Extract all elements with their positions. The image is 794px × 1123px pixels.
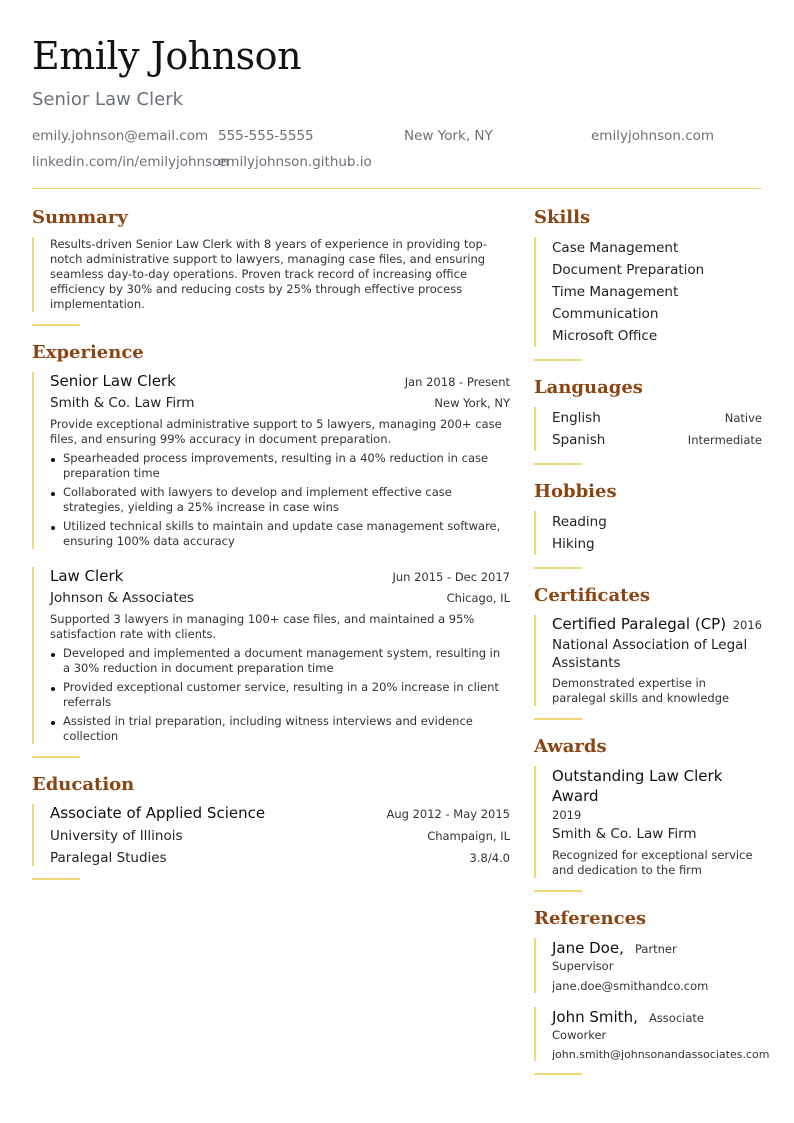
certificates-section (534, 581, 762, 720)
cert-issuer: National Association of Legal Assistants (552, 637, 748, 671)
certificate-entry (534, 615, 762, 706)
education-entry (32, 804, 510, 866)
contact-linkedin[interactable]: linkedin.com/in/emilyjohnson (32, 154, 230, 170)
skill-item: Document Preparation (552, 262, 705, 278)
cert-description: Demonstrated expertise in paralegal skills and knowledge (552, 676, 730, 705)
hobbies-section (534, 477, 762, 569)
awards-heading: Awards (534, 736, 607, 757)
ref-name-row (552, 938, 762, 957)
job-description: Provide exceptional administrative support to 5 lawyers, managing 200+ case files, and ensuring 99% accuracy in document preparation. (50, 417, 502, 446)
contact-email[interactable]: emily.johnson@email.com (32, 128, 209, 144)
awards-section (534, 732, 762, 892)
section-underline (32, 878, 80, 880)
job-header-row (50, 372, 510, 390)
summary-section (32, 203, 510, 326)
job-location: New York, NY (434, 396, 510, 410)
reference-entry (534, 938, 762, 993)
experience-entry (32, 372, 510, 549)
language-item (552, 429, 762, 451)
ref-email[interactable]: john.smith@johnsonandassociates.com (552, 1048, 770, 1061)
skill-item: Case Management (552, 240, 679, 256)
references-heading: References (534, 908, 647, 929)
ref-role: Partner (634, 942, 677, 956)
summary-heading: Summary (32, 207, 128, 228)
skills-heading: Skills (534, 207, 591, 228)
section-underline (534, 359, 582, 361)
left-column (32, 203, 510, 892)
contact-github[interactable]: emilyjohnson.github.io (218, 154, 372, 170)
job-bullets (50, 451, 510, 549)
job-bullet: Collaborated with lawyers to develop and implement effective case strategies, yielding a 25% increase in case wins (50, 485, 510, 515)
contact-location: New York, NY (404, 128, 493, 144)
skill-item: Communication (552, 306, 659, 322)
section-underline (32, 756, 80, 758)
contact-phone[interactable]: 555-555-5555 (218, 128, 314, 144)
job-bullets (50, 646, 510, 744)
right-column (534, 203, 770, 1087)
job-company: Johnson & Associates (50, 590, 194, 606)
ref-relation: Coworker (552, 1028, 607, 1042)
job-header-row (50, 567, 510, 585)
ref-name: John Smith, (552, 1008, 638, 1026)
section-underline (534, 890, 582, 892)
skills-list (534, 237, 762, 347)
ref-role: Associate (648, 1011, 704, 1025)
edu-degree: Associate of Applied Science (50, 804, 266, 822)
award-entry (534, 766, 762, 878)
ref-relation: Supervisor (552, 959, 614, 973)
edu-header-row (50, 804, 510, 822)
job-role: Law Clerk (50, 567, 124, 585)
hobbies-list (534, 511, 762, 555)
language-level: Native (724, 411, 762, 425)
summary-text: Results-driven Senior Law Clerk with 8 years of experience in providing top-notch administrative support to lawyers, managing case files, and ensuring seamless day-to-day operations. Proven track record of increasing office efficiency by 30% and reducing costs by 25% through effective process implementation. (50, 237, 488, 311)
language-level: Intermediate (687, 433, 762, 447)
section-underline (534, 463, 582, 465)
job-bullet: Utilized technical skills to maintain and update case management software, ensuring 100% data accuracy (50, 519, 510, 549)
skills-section (534, 203, 762, 361)
section-underline (534, 718, 582, 720)
languages-list (534, 407, 762, 451)
award-year: 2019 (552, 808, 582, 822)
job-company-row (50, 590, 510, 606)
job-bullet: Assisted in trial preparation, including witness interviews and evidence collection (50, 714, 510, 744)
job-location: Chicago, IL (446, 591, 510, 605)
candidate-title: Senior Law Clerk (32, 89, 184, 110)
edu-school: University of Illinois (50, 828, 183, 844)
experience-section (32, 338, 510, 758)
experience-entry (32, 567, 510, 744)
ref-email[interactable]: jane.doe@smithandco.com (552, 979, 709, 993)
language-name: English (552, 410, 601, 426)
language-item (552, 407, 762, 429)
hobbies-heading: Hobbies (534, 481, 617, 502)
award-org: Smith & Co. Law Firm (552, 826, 697, 842)
edu-dates: Aug 2012 - May 2015 (386, 807, 510, 821)
job-bullet: Spearheaded process improvements, resulting in a 40% reduction in case preparation time (50, 451, 510, 481)
education-section (32, 770, 510, 880)
ref-name-row (552, 1007, 762, 1026)
header-divider (32, 188, 762, 189)
summary-body (32, 237, 510, 312)
award-description: Recognized for exceptional service and dedication to the firm (552, 848, 753, 877)
experience-heading: Experience (32, 342, 144, 363)
languages-heading: Languages (534, 377, 643, 398)
ref-name: Jane Doe, (552, 939, 624, 957)
reference-entry (534, 1007, 770, 1061)
job-dates: Jun 2015 - Dec 2017 (392, 570, 510, 584)
hobby-item: Hiking (552, 536, 595, 552)
job-dates: Jan 2018 - Present (404, 375, 510, 389)
languages-section (534, 373, 762, 465)
job-description: Supported 3 lawyers in managing 100+ case files, and maintained a 95% satisfaction rate with clients. (50, 612, 475, 641)
candidate-name: Emily Johnson (32, 34, 302, 78)
job-company: Smith & Co. Law Firm (50, 395, 195, 411)
cert-year: 2016 (732, 618, 762, 632)
education-heading: Education (32, 774, 135, 795)
language-name: Spanish (552, 432, 606, 448)
job-bullet: Developed and implemented a document management system, resulting in a 30% reduction in document preparation time (50, 646, 510, 676)
edu-field-row (50, 850, 510, 866)
edu-field: Paralegal Studies (50, 850, 167, 866)
skill-item: Microsoft Office (552, 328, 658, 344)
references-section (534, 904, 770, 1075)
skill-item: Time Management (552, 284, 679, 300)
edu-gpa: 3.8/4.0 (469, 851, 510, 865)
certificates-heading: Certificates (534, 585, 651, 606)
job-company-row (50, 395, 510, 411)
section-underline (534, 567, 582, 569)
cert-header-row (552, 615, 762, 633)
section-underline (32, 324, 80, 326)
contact-website[interactable]: emilyjohnson.com (591, 128, 715, 144)
edu-school-row (50, 828, 510, 844)
hobby-item: Reading (552, 514, 607, 530)
award-name: Outstanding Law Clerk Award (552, 767, 723, 805)
job-role: Senior Law Clerk (50, 372, 176, 390)
edu-location: Champaign, IL (427, 829, 510, 843)
cert-name: Certified Paralegal (CP) (552, 615, 727, 633)
section-underline (534, 1073, 582, 1075)
job-bullet: Provided exceptional customer service, resulting in a 20% increase in client referrals (50, 680, 510, 710)
